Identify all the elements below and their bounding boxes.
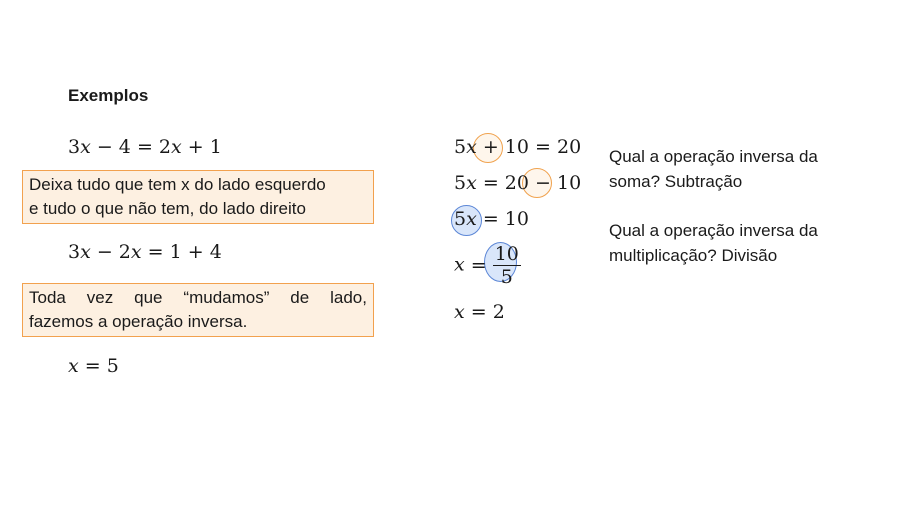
callout-inverse-operation [22,283,374,337]
note-sum-inverse [609,144,818,194]
eq-term: 5 [454,136,467,158]
callout-line: Deixa tudo que tem x do lado esquerdo [29,175,326,194]
eq-variable: x [454,253,465,276]
eq-variable: x [466,136,477,158]
note-line: multiplicação? Divisão [609,246,778,265]
eq-variable: x [130,241,142,263]
left-equation-3 [68,355,119,377]
callout-line: fazemos a operação inversa. [29,312,248,331]
slide-title: Exemplos [68,86,149,105]
eq-term: − 4 = 2 [90,136,171,158]
left-equation-2 [68,241,222,263]
eq-variable: x [68,355,79,377]
callout-line: e tudo o que não tem, do lado direito [29,199,306,218]
eq-term: = 2 [464,301,505,323]
mid-equation-4 [454,243,521,288]
mid-equation-2 [454,172,581,194]
callout-move-terms [22,170,374,224]
note-line: Qual a operação inversa da [609,147,818,166]
eq-variable: x [454,301,465,323]
eq-term: 5 [454,172,467,194]
fraction-denominator: 5 [500,266,513,288]
note-multiplication-inverse [609,218,818,268]
eq-term: − 2 [90,241,131,263]
eq-term: = 5 [78,355,119,377]
eq-variable: x [171,136,182,158]
mid-equation-1 [454,136,581,158]
mid-equation-3 [454,208,529,230]
eq-variable: x [466,208,477,230]
eq-term: 3 [68,136,81,158]
mid-equation-5 [454,301,505,323]
fraction [493,243,521,288]
left-equation-1 [68,136,222,158]
note-line: soma? Subtração [609,172,743,191]
eq-term: 5 [454,208,467,230]
eq-term: + 10 = 20 [476,136,582,158]
eq-term: = [464,254,493,277]
eq-term: + 1 [181,136,222,158]
eq-term: 3 [68,241,81,263]
eq-term: = 20 − 10 [476,172,582,194]
callout-line: Toda vez que “mudamos” de lado, [29,288,367,307]
note-line: Qual a operação inversa da [609,221,818,240]
eq-variable: x [80,136,91,158]
fraction-numerator: 10 [494,243,519,265]
eq-term: = 10 [476,208,529,230]
eq-variable: x [466,172,477,194]
eq-variable: x [80,241,91,263]
eq-term: = 1 + 4 [141,241,222,263]
